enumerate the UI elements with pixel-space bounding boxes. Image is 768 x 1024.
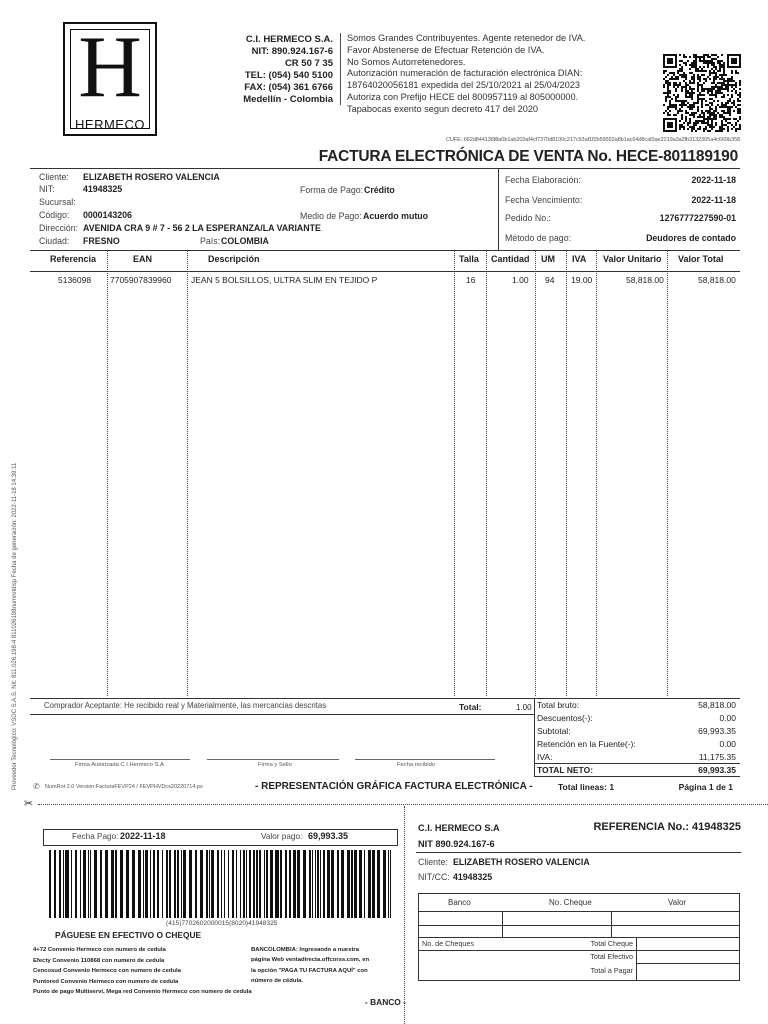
company-city: Medellín - Colombia [243, 94, 333, 105]
cut-line [38, 804, 768, 805]
total-bruto-value: 58,818.00 [698, 700, 736, 710]
tax-line: Autoriza con Prefijo HECE del 800957119 al 805000000. [347, 91, 579, 102]
valor-pago-label: Valor pago: [261, 832, 303, 841]
col-header-referencia: Referencia [50, 254, 97, 264]
banco-label: - BANCO - [365, 997, 406, 1007]
header-divider [340, 33, 341, 105]
coupon-nitcc: 41948325 [453, 872, 493, 882]
tax-line: 18764020056181 expedida del 25/10/2021 al 25/04/2023 [347, 80, 580, 91]
coupon-cliente-label: Cliente: [418, 857, 448, 867]
total-efectivo-label: Total Efectivo [590, 952, 633, 961]
coupon-divider [404, 806, 405, 1024]
rule [498, 168, 499, 250]
tax-line: Somos Grandes Contribuyentes. Agente retenedor de IVA. [347, 33, 586, 43]
convenio-item: Efecty Convenio 110868 con numero de cedula [33, 957, 165, 964]
col-divider [535, 250, 536, 696]
total-bruto-label: Total bruto: [537, 700, 580, 710]
bancolombia-info [251, 945, 369, 987]
col-header-iva: IVA [572, 254, 587, 264]
firma-sello: Firma y Sello [258, 762, 292, 768]
fecha-elab-label: Fecha Elaboración: [505, 175, 581, 185]
valor-pago: 69,993.35 [308, 831, 349, 841]
subtotal-label: Subtotal: [537, 726, 571, 736]
col-header-valor-unitario: Valor Unitario [603, 254, 662, 264]
rule [418, 911, 740, 912]
barcode-text: (415)7702602000015(8020)41948325 [166, 920, 278, 927]
total-pagar-label: Total a Pagar [590, 966, 633, 975]
client-ciudad: FRESNO [83, 236, 120, 246]
col-divider [107, 250, 108, 696]
rule [30, 714, 535, 715]
col-header-um: UM [541, 254, 555, 264]
referencia-no: REFERENCIA No.: 41948325 [593, 821, 741, 833]
col-divider [566, 250, 567, 696]
paguese-text: PÁGUESE EN EFECTIVO O CHEQUE [55, 930, 202, 940]
descuentos-label: Descuentos(-): [537, 713, 593, 723]
pedido-no: 1276777227590-01 [659, 213, 736, 223]
client-label: Cliente: [39, 172, 69, 182]
convenio-item: Punto de pago Multiservi, Mega red Convenio Hermeco con numero de cedula [33, 989, 252, 996]
company-tel: TEL: (054) 540 5100 [244, 70, 333, 81]
codigo-label: Código: [39, 210, 70, 220]
convenio-item: 4+72 Convenio Hermeco con numero de cedula [33, 947, 166, 953]
no-cheques-label: No. de Cheques [422, 939, 474, 948]
col-header-cantidad: Cantidad [491, 254, 530, 264]
company-fax: FAX: (054) 361 6766 [244, 82, 333, 93]
total-neto-label: TOTAL NETO: [537, 765, 594, 775]
bank-header-banco: Banco [448, 898, 471, 907]
cell-iva: 19.00 [571, 275, 593, 285]
cell-talla: 16 [466, 275, 476, 285]
convenios-list [33, 945, 252, 998]
retencion-label: Retención en la Fuente(-): [537, 739, 636, 749]
subtotal-value: 69,993.35 [698, 726, 736, 736]
col-header-talla: Talla [459, 254, 479, 264]
cell-valor-unitario: 58,818.00 [626, 275, 664, 285]
payment-barcode [47, 850, 395, 918]
signature-line [50, 759, 190, 760]
rule [418, 925, 740, 926]
signature-line [207, 759, 339, 760]
rule [418, 937, 740, 938]
rule [416, 852, 741, 853]
client-direccion: AVENIDA CRA 9 # 7 - 56 2 LA ESPERANZA/LA VARIANTE [83, 223, 321, 233]
numrot-version: NumRot 2.0 Version:FacturaFEVP24 / FEVPHVDcs20220714.ps [45, 784, 203, 790]
col-divider [486, 250, 487, 696]
representacion-grafica: - REPRESENTACIÓN GRÁFICA FACTURA ELECTRÓNICA - [255, 781, 533, 792]
sucursal-label: Sucursal: [39, 197, 76, 207]
forma-pago: Crédito [364, 185, 395, 195]
logo-word: HERMECO [75, 117, 145, 132]
company-address: CR 50 7 35 [284, 58, 333, 69]
provider-side-text: Proveedor Tecnológico: VSDC S.A.S. Nit: 811.026.198-4 811026198numrotdisp Fecha de generación: 2022-11-18 14:39:11 [12, 462, 18, 790]
cell-um: 94 [545, 275, 555, 285]
pagina: Página 1 de 1 [678, 782, 733, 792]
company-nit: NIT: 890.924.167-6 [251, 46, 333, 57]
nit-label: NIT: [39, 184, 55, 194]
cufe-code: CUFE: 662d844136f8a0b1ab203af4cf7370d8100c217c93af1f2b59592a8b1ac64d8caf3ae2219a3a2fb3132305a4c669b358 [445, 137, 740, 143]
cell-descripcion: JEAN 5 BOLSILLOS, ULTRA SLIM EN TEJIDO P [191, 275, 378, 285]
numrot-icon: ✆ [33, 782, 40, 791]
bancolombia-line: BANCOLOMBIA: Ingresando a nuestra [251, 947, 360, 953]
rule [30, 271, 740, 272]
pais-label: País: [200, 236, 221, 246]
rule [611, 911, 612, 937]
fecha-pago-label: Fecha Pago: [72, 832, 119, 841]
cell-cantidad: 1.00 [512, 275, 529, 285]
iva-label: IVA: [537, 752, 553, 762]
cell-ean: 7705907839960 [110, 275, 172, 285]
col-divider [596, 250, 597, 696]
metodo-pago: Deudores de contado [646, 233, 736, 243]
coupon-nitcc-label: NIT/CC: [418, 872, 450, 882]
tax-line: Tapabocas exento segun decreto 417 del 2020 [347, 103, 539, 114]
rule [636, 963, 740, 964]
scissors-icon: ✂ [24, 798, 34, 810]
cell-valor-total: 58,818.00 [698, 275, 736, 285]
fecha-elab: 2022-11-18 [691, 175, 736, 185]
pedido-label: Pedido No.: [505, 213, 551, 223]
tax-info [347, 33, 585, 116]
total-neto-value: 69,993.35 [698, 765, 736, 775]
col-divider [667, 250, 668, 696]
rule [534, 776, 740, 777]
rule [534, 698, 535, 776]
tax-line: Autorización numeración de facturación electrónica DIAN: [347, 68, 583, 79]
coupon-cliente: ELIZABETH ROSERO VALENCIA [453, 857, 590, 867]
tax-line: No Somos Autorretenedores. [347, 56, 466, 67]
bank-header-valor: Valor [668, 898, 687, 907]
rule [30, 698, 740, 699]
coupon-company: C.I. HERMECO S.A [418, 823, 500, 833]
rule [418, 950, 740, 951]
bancolombia-line: número de cédula. [251, 978, 304, 985]
total-label: Total: [459, 702, 482, 712]
convenio-item: Cencosud Convenio Hermeco con numero de cedula [33, 968, 181, 975]
iva-value: 11,175.35 [698, 752, 736, 762]
total-cheque-label: Total Cheque [590, 939, 633, 948]
bancolombia-line: página Web ventadirecta.offcorss.com, en [251, 957, 370, 964]
forma-pago-label: Forma de Pago: [300, 185, 364, 195]
col-header-valor-total: Valor Total [678, 254, 724, 264]
tax-line: Favor Abstenerse de Efectuar Retención de IVA. [347, 44, 545, 55]
metodo-label: Método de pago: [505, 233, 572, 243]
bank-header-cheque: No. Cheque [549, 898, 592, 907]
medio-pago-label: Medio de Pago: [300, 211, 362, 221]
client-nit: 41948325 [83, 184, 123, 194]
rule [30, 168, 740, 169]
col-divider [454, 250, 455, 696]
company-logo [63, 19, 157, 136]
company-info [243, 34, 333, 106]
retencion-value: 0.00 [719, 739, 736, 749]
fecha-recibido: Fecha recibido [397, 762, 436, 768]
col-header-ean: EAN [133, 254, 153, 264]
total-lineas: Total lineas: 1 [558, 782, 615, 792]
company-name: C.I. HERMECO S.A. [245, 34, 333, 45]
medio-pago: Acuerdo mutuo [363, 211, 428, 221]
total-qty: 1.00 [516, 703, 532, 712]
rule [636, 937, 637, 981]
invoice-title: FACTURA ELECTRÓNICA DE VENTA No. HECE-801189190 [318, 148, 738, 165]
col-header-descripcion: Descripción [208, 254, 260, 264]
bancolombia-line: la opción "PAGA TU FACTURA AQUÍ" con [251, 967, 368, 974]
firma-autorizada: Firma Autorizada C.I Hermeco S.A [75, 762, 164, 768]
descuentos-value: 0.00 [719, 713, 736, 723]
cell-referencia: 5136098 [58, 275, 92, 285]
comprador-aceptante: Comprador Aceptante: He recibido real y Materialmente, las mercancias descritas [44, 701, 327, 710]
fecha-pago: 2022-11-18 [120, 831, 166, 841]
col-divider [187, 250, 188, 696]
ciudad-label: Ciudad: [39, 236, 70, 246]
client-name: ELIZABETH ROSERO VALENCIA [83, 172, 220, 182]
fecha-venc-label: Fecha Vencimiento: [505, 195, 583, 205]
rule [502, 911, 503, 937]
client-pais: COLOMBIA [221, 236, 269, 246]
fecha-venc: 2022-11-18 [691, 195, 736, 205]
qr-code [663, 54, 741, 132]
rule [534, 763, 740, 764]
rule [30, 250, 740, 251]
direccion-label: Dirección: [39, 223, 79, 233]
signature-line [355, 759, 495, 760]
coupon-nit: NIT 890.924.167-6 [418, 839, 495, 849]
logo-letter: H [78, 19, 142, 116]
convenio-item: Puntored Convenio Hermeco con numero de cedula [33, 978, 179, 985]
client-codigo: 0000143206 [83, 210, 132, 220]
